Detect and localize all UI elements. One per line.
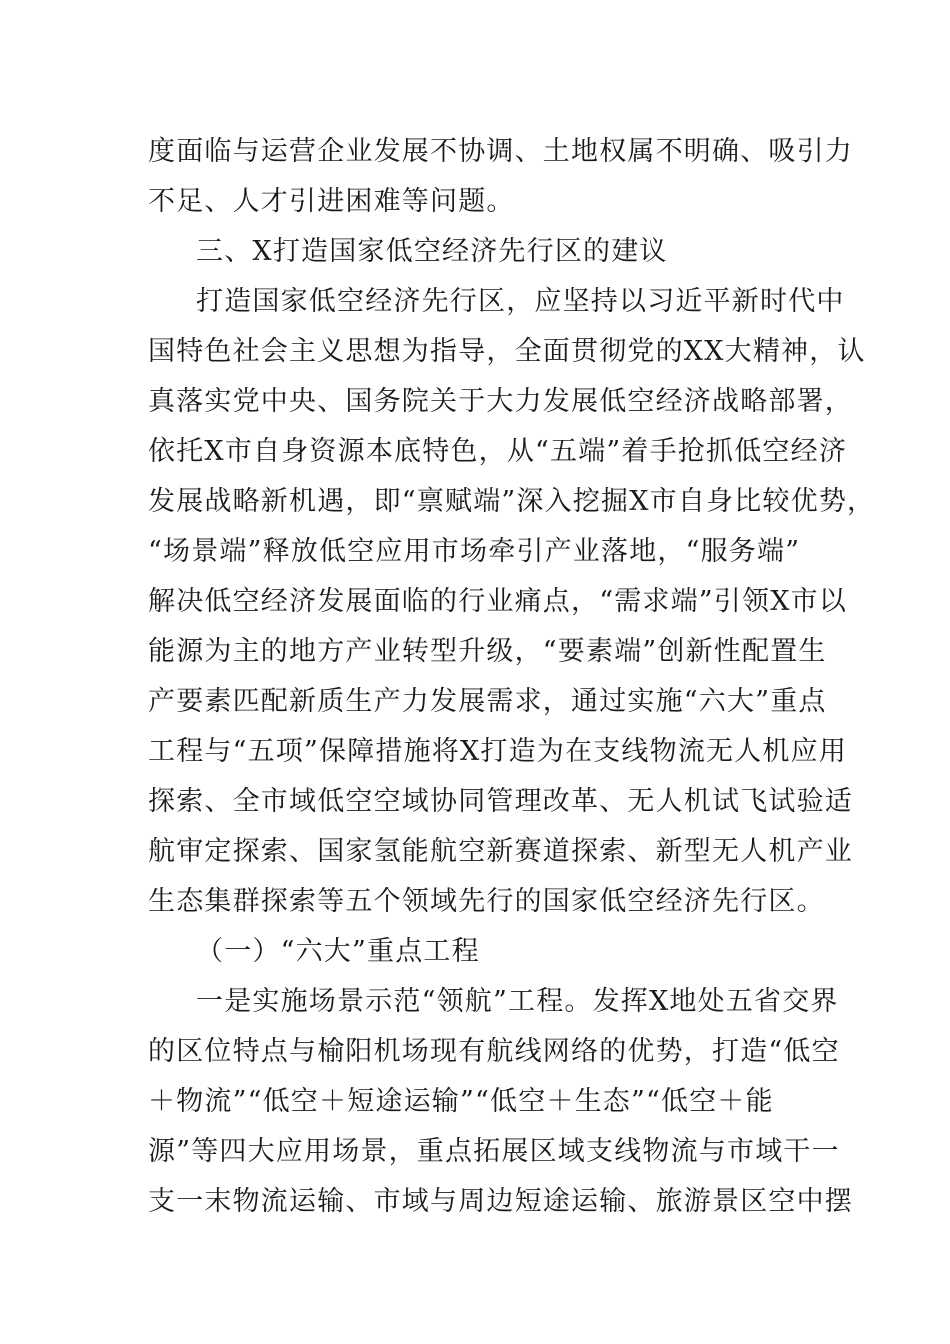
text-line-6: 真落实党中央、国务院关于大力发展低空经济战略部署， bbox=[148, 386, 853, 417]
section-heading-3: 三、X打造国家低空经济先行区的建议 bbox=[196, 236, 668, 267]
subsection-heading-17: （一）“六大”重点工程 bbox=[196, 936, 480, 967]
text-line-12: 产要素匹配新质生产力发展需求，通过实施“六大”重点 bbox=[148, 686, 827, 717]
text-line-2: 不足、人才引进困难等问题。 bbox=[148, 186, 515, 217]
text-line-10: 解决低空经济发展面临的行业痛点，“需求端”引领X市以 bbox=[148, 586, 848, 617]
text-line-20: ＋物流”“低空＋短途运输”“低空＋生态”“低空＋能 bbox=[148, 1086, 774, 1117]
text-line-21: 源”等四大应用场景，重点拓展区域支线物流与市域干一 bbox=[148, 1136, 840, 1167]
text-line-8: 发展战略新机遇，即“禀赋端”深入挖掘X市自身比较优势， bbox=[148, 486, 876, 517]
text-line-11: 能源为主的地方产业转型升级，“要素端”创新性配置生 bbox=[148, 636, 827, 667]
text-line-22: 支一末物流运输、市域与周边短途运输、旅游景区空中摆 bbox=[148, 1186, 853, 1217]
text-line-4: 打造国家低空经济先行区，应坚持以习近平新时代中 bbox=[196, 286, 845, 317]
text-line-15: 航审定探索、国家氢能航空新赛道探索、新型无人机产业 bbox=[148, 836, 853, 867]
text-line-1: 度面临与运营企业发展不协调、土地权属不明确、吸引力 bbox=[148, 136, 853, 167]
text-line-9: “场景端”释放低空应用市场牵引产业落地，“服务端” bbox=[148, 536, 801, 567]
text-line-19: 的区位特点与榆阳机场现有航线网络的优势，打造“低空 bbox=[148, 1036, 840, 1067]
text-line-16: 生态集群探索等五个领域先行的国家低空经济先行区。 bbox=[148, 886, 825, 917]
text-line-14: 探索、全市域低空空域协同管理改革、无人机试飞试验适 bbox=[148, 786, 853, 817]
text-line-18: 一是实施场景示范“领航”工程。发挥X地处五省交界 bbox=[196, 986, 839, 1017]
text-line-5: 国特色社会主义思想为指导，全面贯彻党的XX大精神，认 bbox=[148, 336, 866, 367]
text-line-7: 依托X市自身资源本底特色，从“五端”着手抢抓低空经济 bbox=[148, 436, 848, 467]
text-line-13: 工程与“五项”保障措施将X打造为在支线物流无人机应用 bbox=[148, 736, 848, 767]
